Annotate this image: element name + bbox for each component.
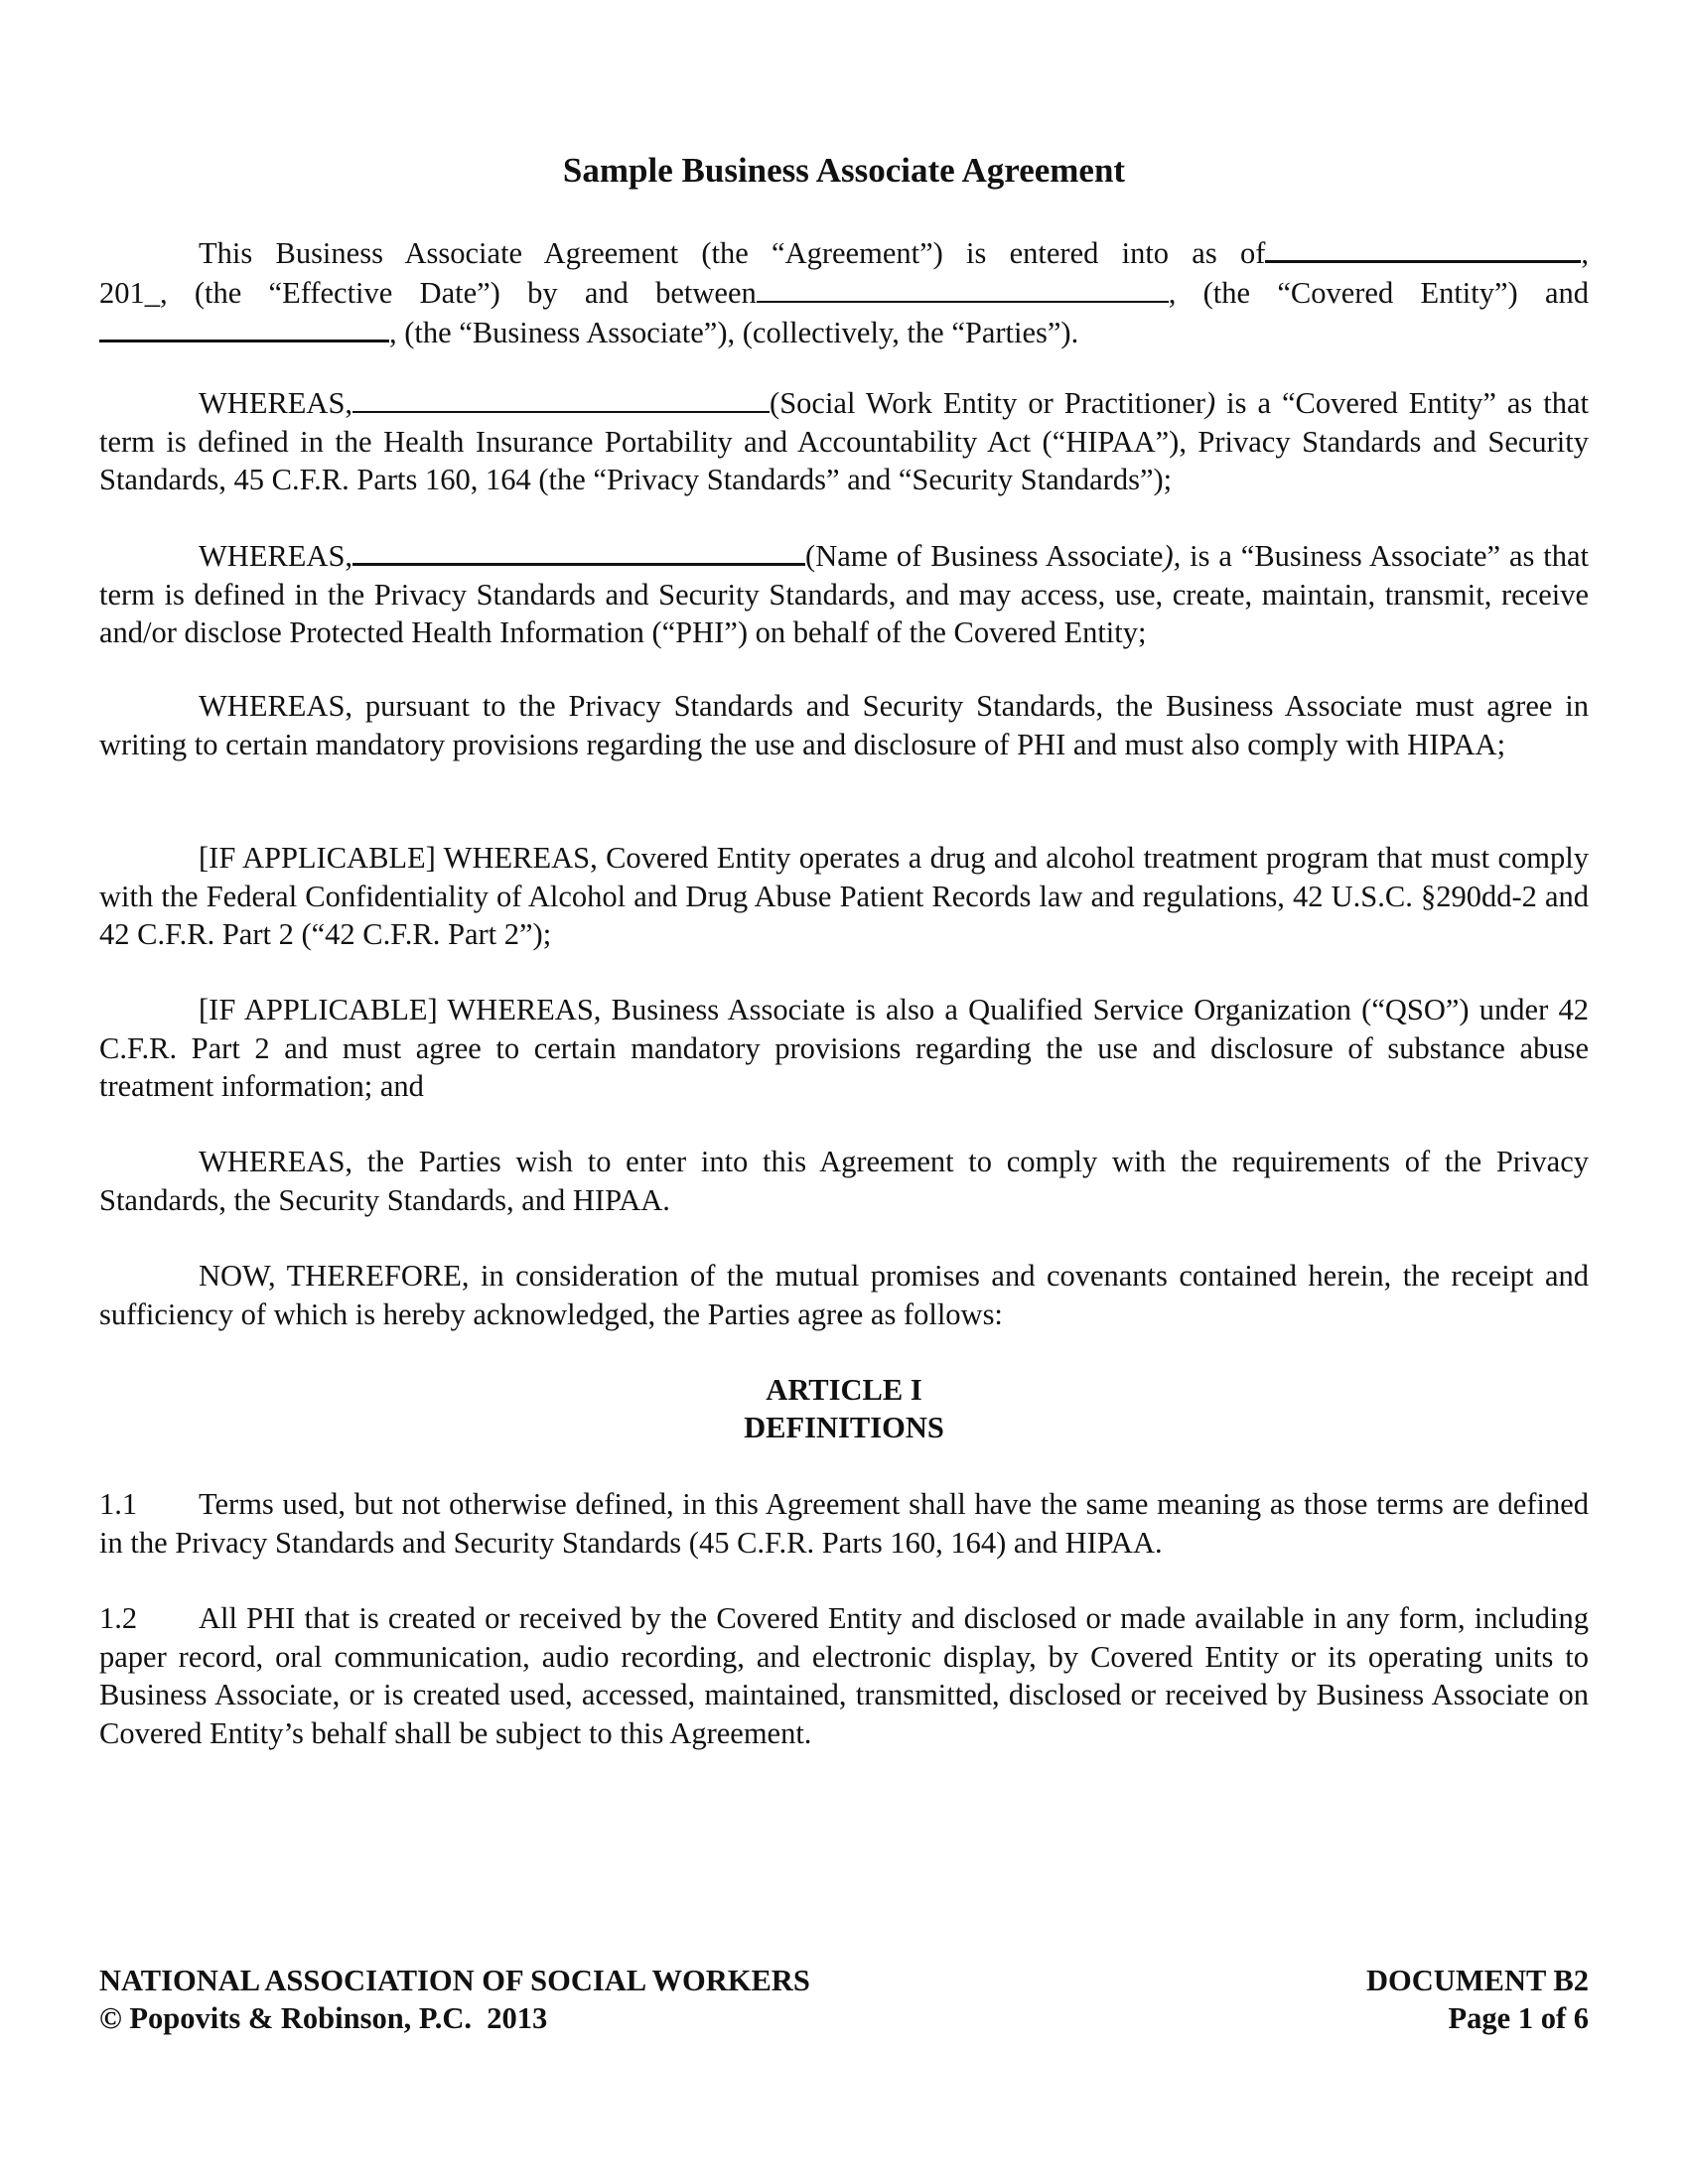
whereas-1: WHEREAS, (Social Work Entity or Practitioner) is a “Covered Entity” as that term is defined in the Health Insurance Portability and Accountability Act (“HIPAA”), Privacy Standards and Security Standards, 45 C.F.R. Parts 160, 164 (the “Privacy Standards” and “Security Standards”); — [99, 383, 1589, 499]
article-heading: DEFINITIONS — [744, 1411, 944, 1444]
associate-name-blank[interactable] — [352, 535, 805, 566]
business-associate-blank[interactable] — [99, 312, 389, 342]
whereas-4: [IF APPLICABLE] WHEREAS, Covered Entity operates a drug and alcohol treatment program that must comply with the Federal Confidentiality of Alcohol and Drug Abuse Patient Records law and regulations, 42 U.S.C. §290dd-2 and 42 C.F.R. Part 2 (“42 C.F.R. Part 2”); — [99, 841, 1589, 951]
article-number: ARTICLE I — [766, 1373, 922, 1407]
whereas-3: WHEREAS, pursuant to the Privacy Standards and Security Standards, the Business Associate must agree in writing to certain mandatory provisions regarding the use and disclosure of PHI and must also comply with HIPAA; — [99, 689, 1589, 761]
date-blank[interactable] — [1265, 232, 1581, 263]
footer-copyright: © Popovits & Robinson, P.C. 2013 — [99, 2001, 548, 2035]
section-1-2 — [99, 1599, 1589, 1752]
intro-paragraph: This Business Associate Agreement (the “Agreement”) is entered into as of , 201_, (the “Effective Date”) by and between , (the “Covered Entity”) and , (the “Business Associate”), (collectively, the “Parties”). — [99, 232, 1589, 352]
footer-page-number: Page 1 of 6 — [1448, 2001, 1589, 2035]
whereas-2: WHEREAS, (Name of Business Associate), is a “Business Associate” as that term is defined in the Privacy Standards and Security Standards, and may access, use, create, maintain, transmit, receive and/or disclose Protected Health Information (“PHI”) on behalf of the Covered Entity; — [99, 535, 1589, 652]
now-therefore: NOW, THEREFORE, in consideration of the mutual promises and covenants contained herein, the receipt and sufficiency of which is hereby acknowledged, the Parties agree as follows: — [99, 1259, 1589, 1331]
section-text: All PHI that is created or received by the Covered Entity and disclosed or made available in any form, including paper record, oral communication, audio recording, and electronic display, by Covered Entity or its operating units to Business Associate, or is created used, accessed, maintained, transmitted, disclosed or received by Business Associate on Covered Entity’s behalf shall be subject to this Agreement. — [99, 1601, 1589, 1750]
whereas-6: WHEREAS, the Parties wish to enter into this Agreement to comply with the requirements of the Privacy Standards, the Security Standards, and HIPAA. — [99, 1145, 1589, 1217]
whereas-5: [IF APPLICABLE] WHEREAS, Business Associate is also a Qualified Service Organization (“QSO”) under 42 C.F.R. Part 2 and must agree to certain mandatory provisions regarding the use and disclosure of substance abuse treatment information; and — [99, 993, 1589, 1103]
intro-line2b: , (the “Covered Entity”) and — [1168, 275, 1589, 310]
footer-org: NATIONAL ASSOCIATION OF SOCIAL WORKERS — [99, 1964, 810, 1997]
intro-line2a: 201_, (the “Effective Date”) by and between — [99, 275, 757, 310]
section-number: 1.1 — [99, 1487, 138, 1521]
document-title: Sample Business Associate Agreement — [562, 151, 1126, 190]
covered-entity-blank[interactable] — [757, 273, 1169, 303]
section-1-1 — [99, 1485, 1589, 1562]
footer-doc-id: DOCUMENT B2 — [1366, 1964, 1589, 1997]
intro-line1: This Business Associate Agreement (the “Agreement”) is entered into as of — [199, 236, 1266, 270]
section-number: 1.2 — [99, 1601, 138, 1635]
section-text: Terms used, but not otherwise defined, in this Agreement shall have the same meaning as those terms are defined in the Privacy Standards and Security Standards (45 C.F.R. Parts 160, 164) and HIPAA. — [99, 1487, 1589, 1560]
page-footer — [99, 1962, 1589, 2037]
practitioner-blank[interactable] — [352, 383, 770, 413]
intro-line3: , (the “Business Associate”), (collectively, the “Parties”). — [389, 316, 1079, 349]
